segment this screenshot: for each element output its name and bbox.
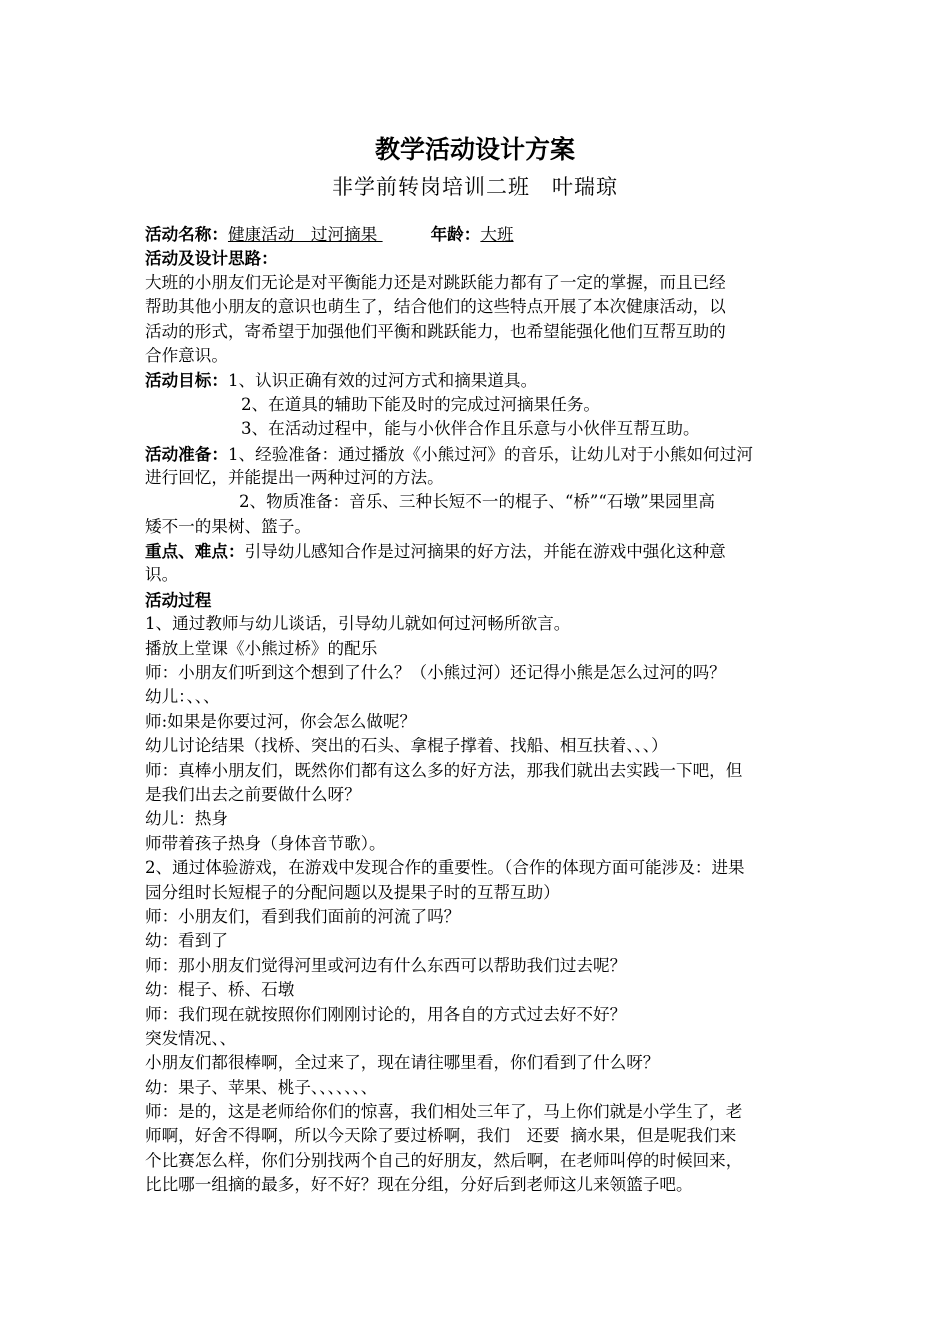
design-line: 大班的小朋友们无论是对平衡能力还是对跳跃能力都有了一定的掌握，而且已经 (145, 272, 726, 292)
process-line: 2、通过体验游戏，在游戏中发现合作的重要性。（合作的体现方面可能涉及：进果 (145, 858, 745, 878)
process-line: 突发情况、、 (145, 1028, 237, 1048)
activity-name-label: 活动名称： (145, 224, 228, 244)
process-line: 幼儿：热身 (145, 809, 228, 829)
design-line: 合作意识。 (145, 345, 228, 365)
prep-item-1: 1、经验准备：通过播放《小熊过河》的音乐，让幼儿对于小熊如何过河 (227, 444, 753, 464)
process-line: 小朋友们都很棒啊，全过来了，现在请往哪里看，你们看到了什么呀？ (145, 1053, 660, 1073)
design-line: 活动的形式，寄希望于加强他们平衡和跳跃能力，也希望能强化他们互帮互助的 (145, 321, 726, 341)
process-label: 活动过程 (145, 589, 212, 610)
process-line: 幼儿：、、、 (145, 687, 220, 707)
activity-name-value: 健康活动 过河摘果 (227, 225, 383, 244)
process-line: 师带着孩子热身（身体音节歌）。 (145, 833, 386, 853)
process-line: 师:如果是你要过河，你会怎么做呢？ (145, 711, 417, 731)
key-line (145, 539, 809, 563)
activity-name-line (145, 222, 809, 246)
goals-label: 活动目标： (145, 370, 228, 391)
process-line: 幼：棍子、桥、石墩 (145, 980, 295, 1000)
age-label: 年龄： (430, 224, 481, 244)
process-line: 幼：果子、苹果、桃子、、、、、、、 (145, 1077, 378, 1097)
goals-line (145, 368, 809, 392)
document-title: 教学活动设计方案 (374, 135, 575, 164)
key-label: 重点、难点： (145, 541, 245, 562)
key-text: 引导幼儿感知合作是过河摘果的好方法，并能在游戏中强化这种意 (244, 542, 726, 562)
process-line: 幼：看到了 (145, 931, 228, 951)
process-line: 师：真棒小朋友们，既然你们都有这么多的好方法，那我们就出去实践一下吧，但 (145, 760, 743, 780)
goal-item: 3、在活动过程中，能与小伙伴合作且乐意与小伙伴互帮互助。 (241, 419, 700, 439)
process-line: 师：是的，这是老师给你们的惊喜，我们相处三年了，马上你们就是小学生了，老 (145, 1102, 743, 1122)
process-line: 播放上堂课《小熊过桥》的配乐 (145, 638, 378, 658)
process-line: 比比哪一组摘的最多，好不好？现在分组，分好后到老师这儿来领篮子吧。 (145, 1175, 693, 1195)
process-line: 师啊，好舍不得啊，所以今天除了要过桥啊，我们 还要 摘水果，但是呢我们来 (145, 1126, 737, 1146)
goal-item: 1、认识正确有效的过河方式和摘果道具。 (227, 371, 538, 391)
design-label: 活动及设计思路： (145, 248, 278, 269)
process-line: 是我们出去之前要做什么呀？ (145, 784, 361, 804)
process-line: 师：那小朋友们觉得河里或河边有什么东西可以帮助我们过去呢？ (145, 955, 627, 975)
process-line: 师：小朋友们，看到我们面前的河流了吗？ (145, 906, 461, 926)
document-subtitle: 非学前转岗培训二班 叶瑞琼 (332, 175, 618, 199)
process-line: 园分组时长短棍子的分配问题以及提果子时的互帮互助） (145, 882, 560, 902)
goal-item: 2、在道具的辅助下能及时的完成过河摘果任务。 (241, 394, 601, 414)
prep-label: 活动准备： (145, 443, 228, 464)
prep-item-2: 2、物质准备：音乐、三种长短不一的棍子、“桥”“石墩”果园里高 (239, 492, 715, 512)
process-line: 幼儿讨论结果（找桥、突出的石头、拿棍子撑着、找船、相互扶着、、、） (145, 736, 668, 756)
document-body (145, 222, 809, 1198)
process-line: 师：小朋友们听到这个想到了什么？（小熊过河）还记得小熊是怎么过河的吗？ (145, 663, 726, 683)
design-line: 帮助其他小朋友的意识也萌生了，结合他们的这些特点开展了本次健康活动，以 (145, 297, 726, 317)
process-line: 师：我们现在就按照你们刚刚讨论的，用各自的方式过去好不好？ (145, 1004, 627, 1024)
age-value: 大班 (480, 225, 514, 244)
process-line: 1、通过教师与幼儿谈话，引导幼儿就如何过河畅所欲言。 (145, 614, 571, 634)
prep-line (145, 442, 809, 466)
prep-item-2-cont: 矮不一的果树、篮子。 (145, 516, 311, 536)
prep-item-1-cont: 进行回忆，并能提出一两种过河的方法。 (145, 467, 444, 487)
key-text-cont: 识。 (145, 565, 179, 585)
process-line: 个比赛怎么样，你们分别找两个自己的好朋友，然后啊，在老师叫停的时候回来， (145, 1150, 743, 1170)
